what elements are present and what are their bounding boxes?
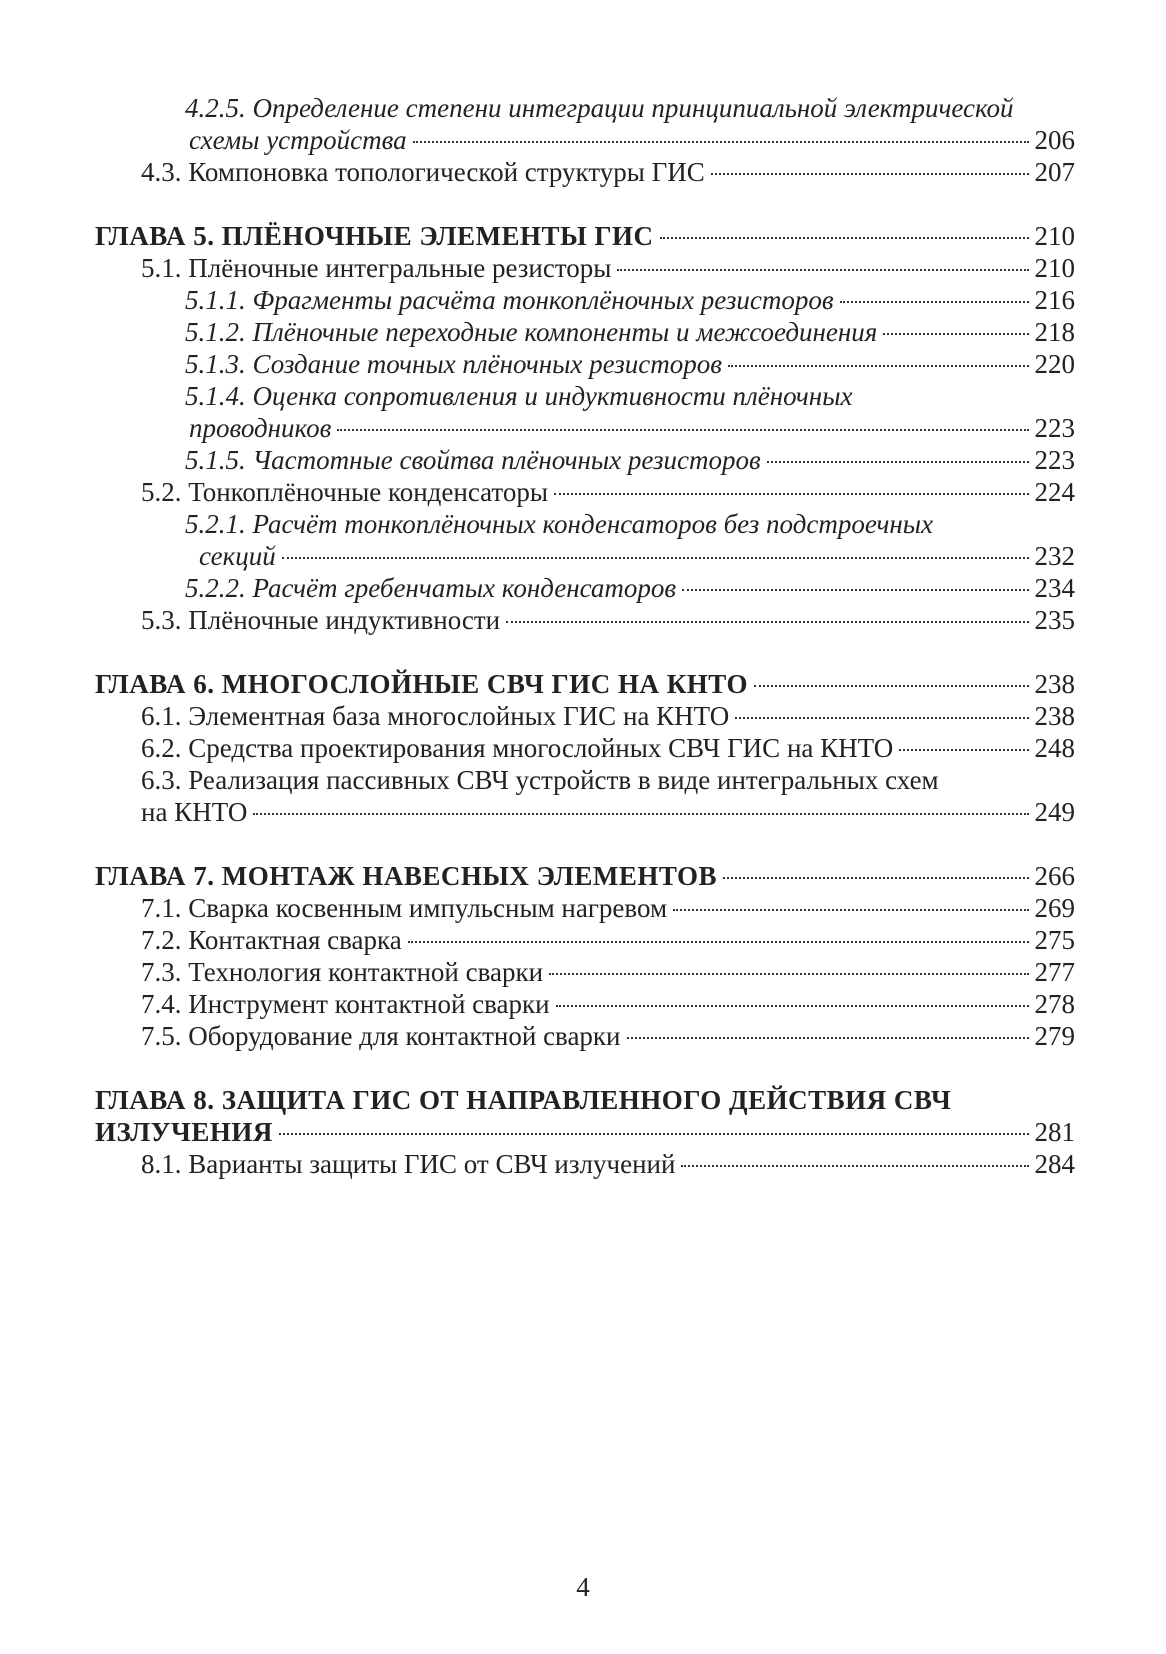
toc-entry-line <box>95 668 1075 700</box>
toc-entry-title: на КНТО <box>141 797 248 827</box>
toc-entry-line <box>185 284 1075 316</box>
dot-leader <box>711 173 1029 175</box>
toc-entry-line <box>185 444 1075 476</box>
toc-entry-title: 5.1.5. Частотные свойтва плёночных резисторов <box>185 445 761 475</box>
toc-entry-line <box>141 892 1075 924</box>
toc-section-entry[interactable] <box>95 604 1075 636</box>
toc-entry-title: секций <box>199 541 276 571</box>
toc-entry-line <box>141 252 1075 284</box>
toc-entry-title: ИЗЛУЧЕНИЯ <box>95 1117 273 1147</box>
toc-entry-title: 7.4. Инструмент контактной сварки <box>141 989 550 1019</box>
dot-leader <box>673 909 1028 911</box>
dot-leader <box>681 1165 1028 1167</box>
toc-entry-title: 5.2.2. Расчёт гребенчатых конденсаторов <box>185 573 677 603</box>
dot-leader <box>899 749 1028 751</box>
toc-subsection-entry[interactable] <box>95 92 1075 156</box>
toc-entry-line <box>185 348 1075 380</box>
toc-entry-title: 7.5. Оборудование для контактной сварки <box>141 1021 621 1051</box>
dot-leader <box>337 429 1028 431</box>
toc-entry-line <box>185 124 1075 156</box>
toc-entry-page-number: 224 <box>1034 477 1075 507</box>
toc-entry-page-number: 278 <box>1034 989 1075 1019</box>
toc-entry-title: 5.3. Плёночные индуктивности <box>141 605 501 635</box>
dot-leader <box>549 973 1028 975</box>
toc-entry-title: 7.2. Контактная сварка <box>141 925 402 955</box>
toc-entry-line <box>141 796 1075 828</box>
dot-leader <box>282 557 1029 559</box>
toc-entry-title: ГЛАВА 7. МОНТАЖ НАВЕСНЫХ ЭЛЕМЕНТОВ <box>95 861 718 891</box>
toc-chapter-entry[interactable] <box>95 220 1075 252</box>
toc-entry-title: 5.1.3. Создание точных плёночных резисторов <box>185 349 723 379</box>
toc-entry-line <box>141 924 1075 956</box>
table-of-contents <box>95 92 1075 1180</box>
toc-entry-title-first-line: 4.2.5. Определение степени интеграции принципиальной электрической <box>185 93 1014 123</box>
toc-section-entry[interactable] <box>95 700 1075 732</box>
toc-entry-line <box>185 412 1075 444</box>
toc-entry-title-first-line: 5.1.4. Оценка сопротивления и индуктивности плёночных <box>185 381 853 411</box>
toc-section-entry[interactable] <box>95 1020 1075 1052</box>
toc-entry-title: 5.1.2. Плёночные переходные компоненты и межсоединения <box>185 317 878 347</box>
toc-entry-title-first-line: ГЛАВА 8. ЗАЩИТА ГИС ОТ НАПРАВЛЕННОГО ДЕЙСТВИЯ СВЧ <box>95 1085 952 1115</box>
dot-leader <box>883 333 1028 335</box>
dot-leader <box>840 301 1029 303</box>
dot-leader <box>279 1133 1029 1135</box>
toc-entry-title: 7.3. Технология контактной сварки <box>141 957 544 987</box>
toc-entry-line <box>141 1020 1075 1052</box>
toc-entry-line <box>95 1116 1075 1148</box>
toc-entry-line <box>141 732 1075 764</box>
toc-entry-title-first-line: 6.3. Реализация пассивных СВЧ устройств в виде интегральных схем <box>141 765 939 795</box>
toc-subsection-entry[interactable] <box>95 380 1075 444</box>
toc-entry-page-number: 249 <box>1034 797 1075 827</box>
toc-entry-line <box>95 220 1075 252</box>
toc-entry-page-number: 269 <box>1034 893 1075 923</box>
toc-section-entry[interactable] <box>95 892 1075 924</box>
toc-entry-page-number: 281 <box>1034 1117 1075 1147</box>
toc-chapter-entry[interactable] <box>95 668 1075 700</box>
toc-subsection-entry[interactable] <box>95 444 1075 476</box>
toc-entry-title: 8.1. Варианты защиты ГИС от СВЧ излучений <box>141 1149 676 1179</box>
toc-entry-title: 5.1.1. Фрагменты расчёта тонкоплёночных резисторов <box>185 285 834 315</box>
toc-entry-page-number: 277 <box>1034 957 1075 987</box>
toc-entry-title: 4.3. Компоновка топологической структуры ГИС <box>141 157 705 187</box>
dot-leader <box>728 365 1028 367</box>
toc-subsection-entry[interactable] <box>95 572 1075 604</box>
toc-entry-title: проводников <box>189 413 332 443</box>
toc-section-entry[interactable] <box>95 476 1075 508</box>
toc-section-entry[interactable] <box>95 988 1075 1020</box>
toc-entry-line <box>95 860 1075 892</box>
toc-entry-title: ГЛАВА 6. МНОГОСЛОЙНЫЕ СВЧ ГИС НА КНТО <box>95 669 748 699</box>
toc-entry-title: 5.2. Тонкоплёночные конденсаторы <box>141 477 549 507</box>
dot-leader <box>767 461 1029 463</box>
dot-leader <box>754 685 1029 687</box>
toc-entry-page-number: 279 <box>1034 1021 1075 1051</box>
toc-entry-title: 6.1. Элементная база многослойных ГИС на КНТО <box>141 701 730 731</box>
toc-entry-line <box>141 1148 1075 1180</box>
dot-leader <box>723 877 1028 879</box>
toc-entry-page-number: 220 <box>1034 349 1075 379</box>
toc-subsection-entry[interactable] <box>95 508 1075 572</box>
toc-entry-title: 5.1. Плёночные интегральные резисторы <box>141 253 612 283</box>
toc-section-entry[interactable] <box>95 924 1075 956</box>
toc-entry-line <box>185 572 1075 604</box>
toc-section-entry[interactable] <box>95 156 1075 188</box>
toc-section-entry[interactable] <box>95 764 1075 828</box>
toc-section-entry[interactable] <box>95 732 1075 764</box>
toc-subsection-entry[interactable] <box>95 284 1075 316</box>
toc-subsection-entry[interactable] <box>95 348 1075 380</box>
page-number: 4 <box>576 1572 590 1602</box>
toc-entry-page-number: 266 <box>1034 861 1075 891</box>
toc-entry-page-number: 210 <box>1034 221 1075 251</box>
toc-entry-line <box>141 156 1075 188</box>
dot-leader <box>682 589 1028 591</box>
dot-leader <box>617 269 1028 271</box>
dot-leader <box>556 1005 1029 1007</box>
dot-leader <box>627 1037 1029 1039</box>
toc-entry-line <box>141 956 1075 988</box>
toc-entry-page-number: 238 <box>1034 669 1075 699</box>
dot-leader <box>408 941 1029 943</box>
toc-section-entry[interactable] <box>95 252 1075 284</box>
toc-entry-page-number: 284 <box>1034 1149 1075 1179</box>
toc-entry-page-number: 232 <box>1034 541 1075 571</box>
toc-entry-page-number: 234 <box>1034 573 1075 603</box>
toc-chapter-entry[interactable] <box>95 1084 1075 1148</box>
toc-entry-title: схемы устройства <box>189 125 407 155</box>
toc-entry-title-first-line: 5.2.1. Расчёт тонкоплёночных конденсаторов без подстроечных <box>185 509 934 539</box>
toc-entry-page-number: 207 <box>1034 157 1075 187</box>
toc-entry-line <box>141 700 1075 732</box>
toc-entry-page-number: 223 <box>1034 445 1075 475</box>
toc-entry-line <box>185 316 1075 348</box>
dot-leader <box>413 141 1029 143</box>
dot-leader <box>253 813 1028 815</box>
toc-entry-page-number: 275 <box>1034 925 1075 955</box>
toc-subsection-entry[interactable] <box>95 316 1075 348</box>
toc-section-entry[interactable] <box>95 956 1075 988</box>
toc-entry-line <box>141 988 1075 1020</box>
dot-leader <box>506 621 1028 623</box>
toc-entry-page-number: 210 <box>1034 253 1075 283</box>
dot-leader <box>735 717 1028 719</box>
toc-chapter-entry[interactable] <box>95 860 1075 892</box>
toc-entry-page-number: 216 <box>1034 285 1075 315</box>
toc-entry-page-number: 223 <box>1034 413 1075 443</box>
dot-leader <box>554 493 1028 495</box>
toc-entry-page-number: 235 <box>1034 605 1075 635</box>
toc-entry-line <box>141 604 1075 636</box>
toc-entry-title: ГЛАВА 5. ПЛЁНОЧНЫЕ ЭЛЕМЕНТЫ ГИС <box>95 221 654 251</box>
toc-entry-title: 6.2. Средства проектирования многослойных СВЧ ГИС на КНТО <box>141 733 894 763</box>
toc-entry-page-number: 218 <box>1034 317 1075 347</box>
toc-entry-title: 7.1. Сварка косвенным импульсным нагревом <box>141 893 668 923</box>
toc-entry-page-number: 248 <box>1034 733 1075 763</box>
toc-section-entry[interactable] <box>95 1148 1075 1180</box>
dot-leader <box>660 237 1029 239</box>
toc-entry-line <box>185 540 1075 572</box>
toc-entry-line <box>141 476 1075 508</box>
toc-entry-page-number: 206 <box>1034 125 1075 155</box>
toc-entry-page-number: 238 <box>1034 701 1075 731</box>
